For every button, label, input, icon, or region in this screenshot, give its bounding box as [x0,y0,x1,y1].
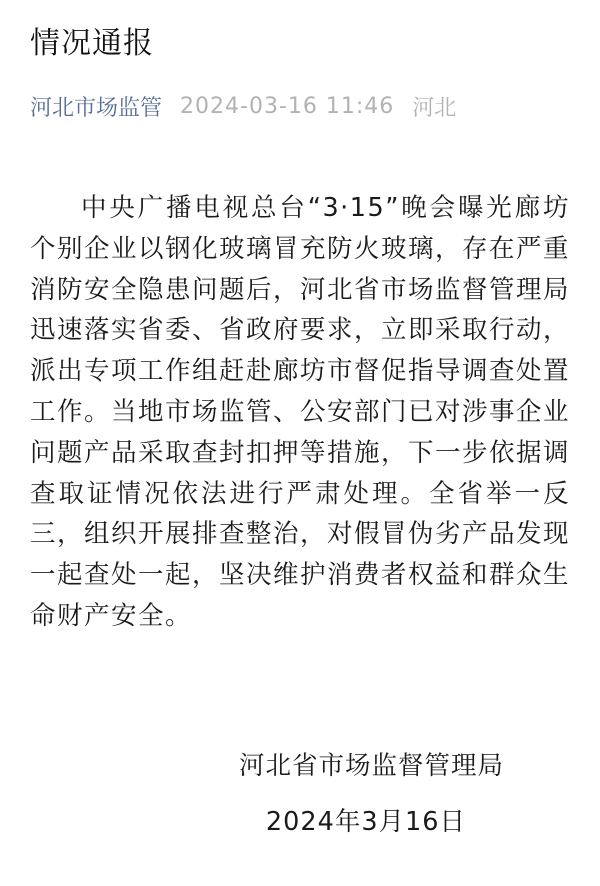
article-meta [30,88,456,124]
article-title: 情况通报 [30,26,154,61]
publish-location: 河北 [412,95,457,121]
article-signature [239,744,504,844]
signature-org: 河北省市场监督管理局 [238,751,504,781]
account-name-link[interactable]: 河北市场监管 [30,95,163,121]
article-body: 中央广播电视总台“3·15”晚会曝光廊坊个别企业以钢化玻璃冒充防火玻璃，存在严重消防安全隐患问题后，河北省市场监督管理局迅速落实省委、省政府要求，立即采取行动，派出专项工作组赶赴廊坊市督促指导调查处置工作。当地市场监管、公安部门已对涉事企业问题产品采取查封扣押等措施，下一步依据调查取证情况依法进行严肃处理。全省举一反三，组织开展排查整治，对假冒伪劣产品发现一起查处一起，坚决维护消费者权益和群众生命财产安全。 [30,193,571,631]
signature-date: 2024年3月16日 [265,807,466,837]
publish-datetime: 2024-03-16 11:46 [180,93,395,119]
